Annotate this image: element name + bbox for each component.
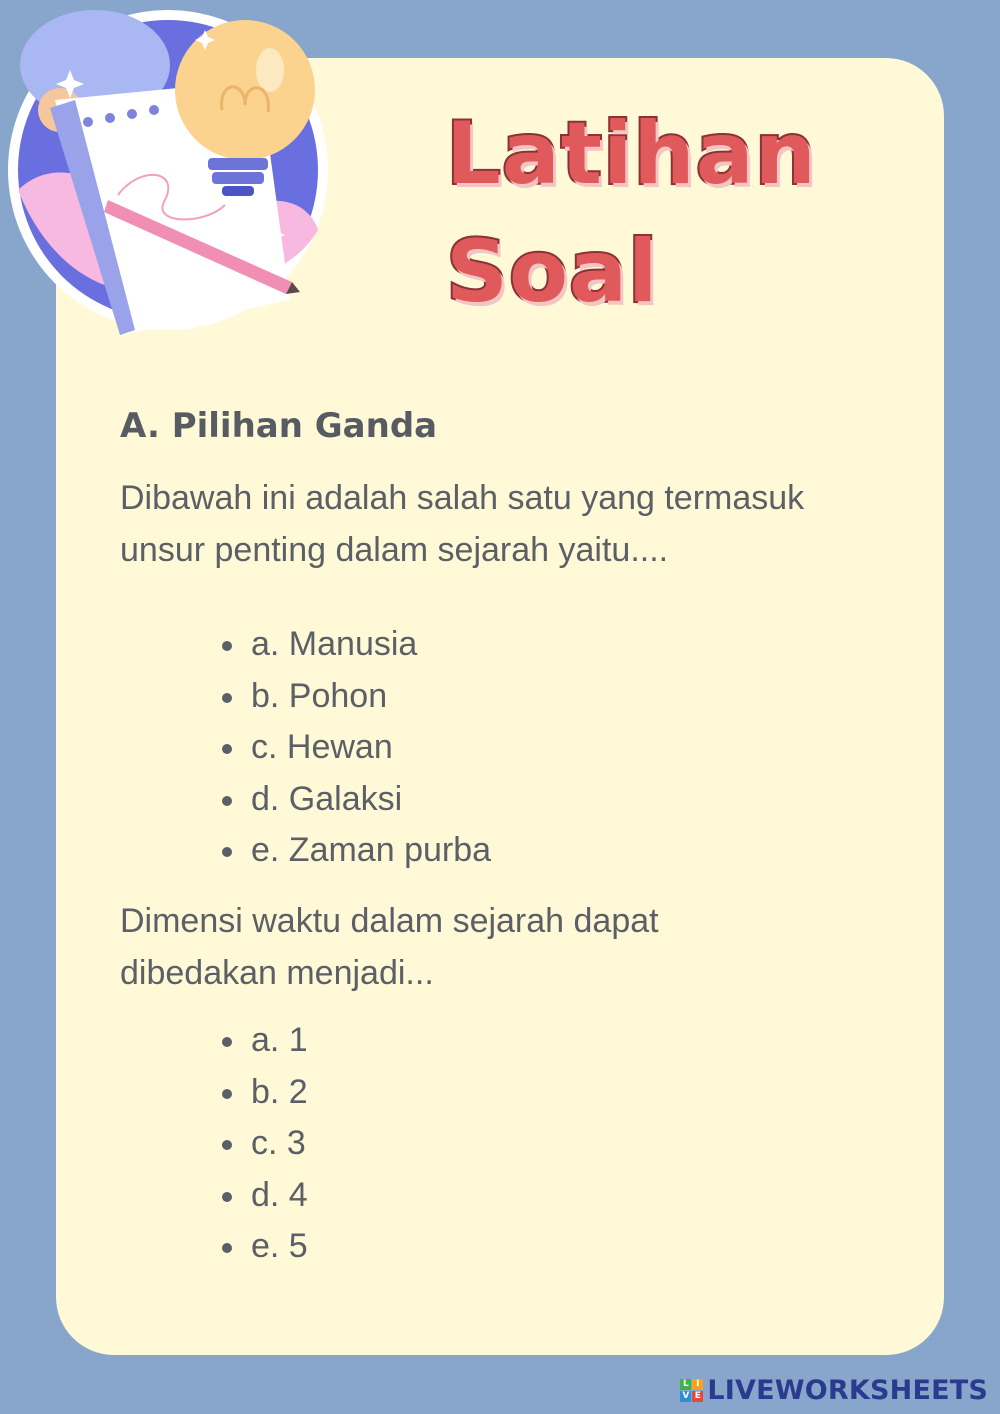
brand-name: LIVEWORKSHEETS (707, 1374, 988, 1406)
liveworksheets-brand[interactable] (680, 1373, 988, 1407)
notebook-pencil-lightbulb-icon (0, 0, 340, 345)
worksheet-title (446, 95, 817, 331)
liveworksheets-logo-icon (680, 1379, 703, 1402)
question-1-option[interactable]: e. Zaman purba (214, 825, 491, 877)
logo-letter: I (692, 1379, 703, 1390)
question-2-option[interactable]: c. 3 (214, 1118, 308, 1170)
logo-letter: E (692, 1391, 703, 1402)
question-1-options (214, 619, 491, 877)
question-1-option[interactable]: a. Manusia (214, 619, 491, 671)
logo-letter: L (680, 1379, 691, 1390)
question-1-text: Dibawah ini adalah salah satu yang termasuk unsur penting dalam sejarah yaitu.... (120, 479, 805, 569)
question-2-option[interactable]: d. 4 (214, 1170, 308, 1222)
question-1-option[interactable]: b. Pohon (214, 671, 491, 723)
question-2-option[interactable]: a. 1 (214, 1015, 308, 1067)
title-line-1: Latihan (446, 104, 817, 204)
section-title: A. Pilihan Ganda (120, 406, 438, 446)
question-2-option[interactable]: b. 2 (214, 1067, 308, 1119)
question-2-options (214, 1015, 308, 1273)
question-1-option[interactable]: d. Galaksi (214, 774, 491, 826)
question-2-option[interactable]: e. 5 (214, 1221, 308, 1273)
question-2-text: Dimensi waktu dalam sejarah dapat dibedakan menjadi... (120, 902, 659, 992)
title-line-2: Soal (446, 222, 659, 322)
question-1-option[interactable]: c. Hewan (214, 722, 491, 774)
logo-letter: V (680, 1391, 691, 1402)
